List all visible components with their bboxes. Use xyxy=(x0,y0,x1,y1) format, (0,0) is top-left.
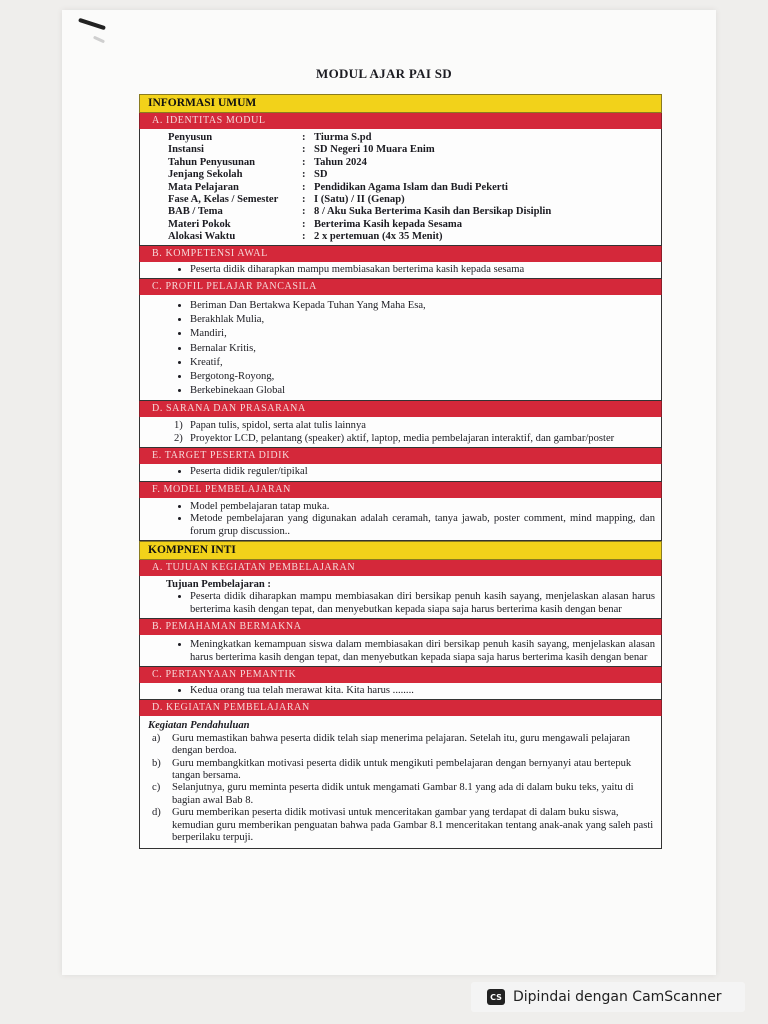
kegiatan-subheader: Kegiatan Pendahuluan xyxy=(148,720,250,732)
identity-row: Fase A, Kelas / Semester : I (Satu) / II (Genap) xyxy=(168,194,405,206)
list-item: b) Guru membangkitkan motivasi peserta didik untuk mengikuti pembelajaran dengan bernyanyi atau bertepuk tangan bersama. xyxy=(152,757,632,781)
list-item: • Beriman Dan Bertakwa Kepada Tuhan Yang Maha Esa, xyxy=(190,299,655,313)
tujuan-kegiatan-box xyxy=(139,576,662,619)
camscanner-logo-icon: CS xyxy=(487,989,505,1005)
list-item: • Mandiri, xyxy=(190,327,655,341)
list-item: • Peserta didik diharapkan mampu membiasakan berterima kasih kepada sesama xyxy=(190,264,655,276)
list-item: d) Guru memberikan peserta didik motivasi untuk menceritakan gambar yang terdapat di dalam buku siswa, kemudian guru memberikan penguatan bahwa pada Gambar 8.1 menceritakan tentang anak-anak yang saleh pasti berperilaku terpuji. xyxy=(152,807,654,844)
list-item: • Berkebinekaan Global xyxy=(190,384,655,398)
model-pembelajaran-box xyxy=(139,498,662,541)
identitas-modul-box xyxy=(139,129,662,246)
profil-pelajar-box xyxy=(139,295,662,401)
identity-row: Materi Pokok : Berterima Kasih kepada Sesama xyxy=(168,218,463,230)
document-title: MODUL AJAR PAI SD xyxy=(316,66,452,81)
header-tujuan-kegiatan: A. TUJUAN KEGIATAN PEMBELAJARAN xyxy=(139,560,662,576)
identity-row: BAB / Tema : 8 / Aku Suka Berterima Kasih dan Bersikap Disiplin xyxy=(168,206,552,218)
list-item: • Bernalar Kritis, xyxy=(190,342,655,356)
identity-row: Mata Pelajaran : Pendidikan Agama Islam dan Budi Pekerti xyxy=(168,181,508,193)
tujuan-label: Tujuan Pembelajaran : xyxy=(166,578,271,590)
header-identitas-modul: A. IDENTITAS MODUL xyxy=(139,113,662,129)
list-item: • Peserta didik reguler/tipikal xyxy=(190,466,655,478)
list-item: c) Selanjutnya, guru meminta peserta didik untuk mengamati Gambar 8.1 yang ada di dalam buku teks, yaitu di bagian awal Bab 8. xyxy=(152,782,634,806)
sarana-prasarana-box xyxy=(139,417,662,448)
kegiatan-pembelajaran-box xyxy=(139,716,662,849)
section-komponen-inti: KOMPNEN INTI xyxy=(139,541,662,560)
target-peserta-box xyxy=(139,464,662,481)
list-item: • Berakhlak Mulia, xyxy=(190,313,655,327)
pertanyaan-pemantik-box xyxy=(139,683,662,700)
list-item: • Kedua orang tua telah merawat kita. Kita harus ........ xyxy=(190,685,655,697)
list-item: 1) Papan tulis, spidol, serta alat tulis lainnya xyxy=(174,420,366,432)
list-item: • Model pembelajaran tatap muka. xyxy=(190,501,655,513)
header-model-pembelajaran: F. MODEL PEMBELAJARAN xyxy=(139,482,662,498)
identity-row: Tahun Penyusunan : Tahun 2024 xyxy=(168,156,367,168)
module-document xyxy=(139,94,662,849)
list-item: a) Guru memastikan bahwa peserta didik telah siap menerima pelajaran. Setelah itu, guru mengawali pelajaran dengan berdoa. xyxy=(152,732,631,757)
list-item: • Peserta didik diharapkan mampu membiasakan diri bersikap penuh kasih sayang, menjelaskan alasan harus berterima kasih dengan tepat, dan menyebutkan kepada siapa saja harus berterima kasih dengan benar xyxy=(190,591,655,616)
list-item: • Metode pembelajaran yang digunakan adalah ceramah, tanya jawab, poster comment, mind mapping, dan forum grup discussion.. xyxy=(190,513,655,538)
header-target-peserta: E. TARGET PESERTA DIDIK xyxy=(139,448,662,464)
kompetensi-awal-box xyxy=(139,262,662,279)
list-item: 2) Proyektor LCD, pelantang (speaker) aktif, laptop, media pembelajaran interaktif, dan gambar/poster xyxy=(174,432,615,444)
identity-row: Alokasi Waktu : 2 x pertemuan (4x 35 Menit) xyxy=(168,231,443,243)
identity-row: Penyusun : Tiurma S.pd xyxy=(168,132,372,143)
list-item: • Kreatif, xyxy=(190,356,655,370)
list-item: • Meningkatkan kemampuan siswa dalam membiasakan diri bersikap penuh kasih sayang, menjelaskan alasan harus berterima kasih dengan tepat, dan menyebutkan kepada siapa saja harus berterima kasih dengan benar xyxy=(190,639,655,664)
header-pertanyaan-pemantik: C. PERTANYAAN PEMANTIK xyxy=(139,667,662,683)
list-item: • Bergotong-Royong, xyxy=(190,370,655,384)
section-informasi-umum: INFORMASI UMUM xyxy=(139,94,662,113)
camscanner-watermark xyxy=(471,982,745,1012)
header-kompetensi-awal: B. KOMPETENSI AWAL xyxy=(139,246,662,262)
identity-row: Jenjang Sekolah : SD xyxy=(168,169,328,181)
header-kegiatan-pembelajaran: D. KEGIATAN PEMBELAJARAN xyxy=(139,700,662,716)
header-pemahaman-bermakna: B. PEMAHAMAN BERMAKNA xyxy=(139,619,662,635)
identity-row: Instansi : SD Negeri 10 Muara Enim xyxy=(168,144,435,156)
header-profil-pelajar: C. PROFIL PELAJAR PANCASILA xyxy=(139,279,662,295)
header-sarana-prasarana: D. SARANA DAN PRASARANA xyxy=(139,401,662,417)
pemahaman-bermakna-box xyxy=(139,635,662,667)
watermark-text: Dipindai dengan CamScanner xyxy=(513,989,722,1005)
